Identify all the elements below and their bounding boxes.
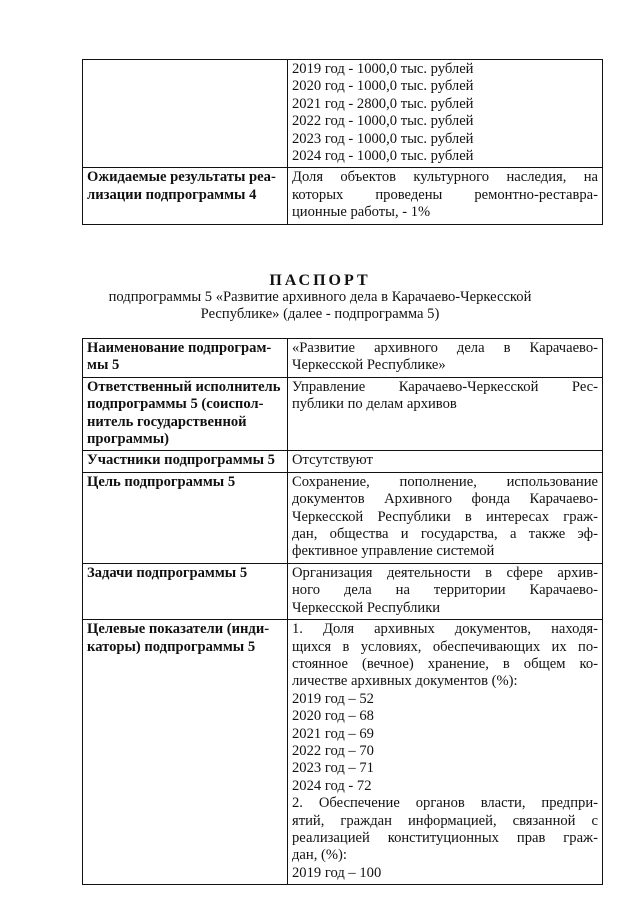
passport-label-line: нитель государственной: [87, 413, 247, 430]
passport-label-line: Задачи подпрограммы 5: [87, 564, 248, 581]
passport-label-line: мы 5: [87, 357, 120, 374]
passport-value-cell: [288, 339, 603, 378]
passport-label-cell: [83, 472, 288, 563]
passport-value-line: реализацией конституционных прав граж-: [292, 829, 598, 846]
passport-value-line: Черкесской Республики: [292, 599, 441, 616]
passport-value-line: стоянное (вечное) хранение, в общем ко-: [292, 655, 598, 672]
passport-value-line: 1. Доля архивных документов, находя-: [292, 621, 598, 638]
results-label-line: лизации подпрограммы 4: [87, 186, 257, 203]
funding-results-table: [82, 59, 603, 225]
passport-value-cell: [288, 620, 603, 885]
passport-value-cell: [288, 451, 603, 472]
passport-value-line: публики по делам архивов: [292, 396, 457, 413]
passport-value-line: Черкесской Республики в интересах граж-: [292, 508, 598, 525]
funding-line: 2019 год - 1000,0 тыс. рублей: [292, 61, 474, 77]
passport-value-line: Сохранение, пополнение, использование: [292, 473, 598, 490]
results-value-line: ционные работы, - 1%: [292, 204, 431, 221]
passport-value-line: Организация деятельности в сфере архив-: [292, 564, 598, 581]
passport-value-cell: [288, 377, 603, 451]
passport-value-line: 2019 год – 52: [292, 690, 374, 707]
passport-label-line: Ответственный исполнитель: [87, 378, 281, 395]
passport-subtitle: [0, 289, 640, 324]
passport-heading: ПАСПОРТ: [269, 272, 371, 289]
passport-label-line: каторы) подпрограммы 5: [87, 638, 256, 655]
funding-line: 2020 год - 1000,0 тыс. рублей: [292, 78, 474, 95]
passport-label-line: подпрограммы 5 (соиспол-: [87, 396, 264, 413]
passport-value-line: 2. Обеспечение органов власти, предпри-: [292, 795, 598, 812]
funding-line: 2021 год - 2800,0 тыс. рублей: [292, 95, 474, 112]
passport-row: [83, 472, 603, 563]
passport-row: [83, 563, 603, 619]
passport-subtitle-line: подпрограммы 5 «Развитие архивного дела в Карачаево-Черкесской: [108, 289, 532, 305]
funding-line: 2023 год - 1000,0 тыс. рублей: [292, 130, 474, 147]
passport-row: [83, 339, 603, 378]
passport-row: [83, 451, 603, 472]
passport-value-line: ятий, граждан информацией, связанной с: [292, 812, 598, 829]
passport-label-cell: [83, 620, 288, 885]
passport-value-line: Черкесской Республике»: [292, 357, 446, 374]
passport-label-cell: [83, 377, 288, 451]
passport-value-line: ного дела на территории Карачаево-: [292, 582, 598, 599]
passport-label-line: программы): [87, 431, 169, 448]
passport-label-line: Наименование подпрограм-: [87, 340, 272, 356]
passport-value-line: документов Архивного фонда Карачаево-: [292, 491, 598, 508]
passport-subtitle-line: Республике» (далее - подпрограмма 5): [200, 306, 440, 323]
passport-label-cell: [83, 563, 288, 619]
passport-value-line: 2019 год – 100: [292, 864, 382, 881]
results-value-cell: [288, 168, 603, 224]
passport-value-line: 2024 год - 72: [292, 777, 372, 794]
results-label-cell: [83, 168, 288, 224]
passport-row: [83, 377, 603, 451]
results-value-line: которых проведены ремонтно-реставра-: [292, 186, 598, 203]
passport-value-line: «Развитие архивного дела в Карачаево-: [292, 340, 598, 356]
passport-value-line: щихся в условиях, обеспечивающих их по-: [292, 638, 598, 655]
passport-value-cell: [288, 472, 603, 563]
passport-value-line: 2021 год – 69: [292, 725, 374, 742]
passport-table: [82, 338, 603, 885]
results-value-line: Доля объектов культурного наследия, на: [292, 169, 598, 186]
passport-label-line: Целевые показатели (инди-: [87, 621, 270, 638]
passport-table-body: [83, 339, 603, 885]
passport-value-line: Отсутствуют: [292, 452, 373, 469]
passport-value-line: личестве архивных документов (%):: [292, 673, 518, 690]
passport-value-line: дан, (%):: [292, 847, 347, 864]
passport-value-line: 2022 год – 70: [292, 742, 374, 759]
passport-value-line: Управление Карачаево-Черкесской Рес-: [292, 378, 598, 395]
passport-value-line: 2020 год – 68: [292, 708, 374, 725]
passport-value-line: 2023 год – 71: [292, 760, 374, 777]
funding-line: 2024 год - 1000,0 тыс. рублей: [292, 148, 474, 165]
passport-label-line: Участники подпрограммы 5: [87, 452, 275, 469]
passport-value-line: дан, общества и государства, а также эф-: [292, 526, 598, 543]
results-label-line: Ожидаемые результаты реа-: [87, 169, 276, 186]
passport-value-line: фективное управление системой: [292, 543, 495, 560]
passport-label-cell: [83, 451, 288, 472]
funding-value-cell: [288, 60, 603, 168]
funding-label-cell: [83, 60, 288, 168]
funding-row: [83, 60, 603, 168]
funding-line: 2022 год - 1000,0 тыс. рублей: [292, 113, 474, 130]
results-row: [83, 168, 603, 224]
passport-value-cell: [288, 563, 603, 619]
passport-row: [83, 620, 603, 885]
passport-label-cell: [83, 339, 288, 378]
passport-label-line: Цель подпрограммы 5: [87, 473, 236, 490]
